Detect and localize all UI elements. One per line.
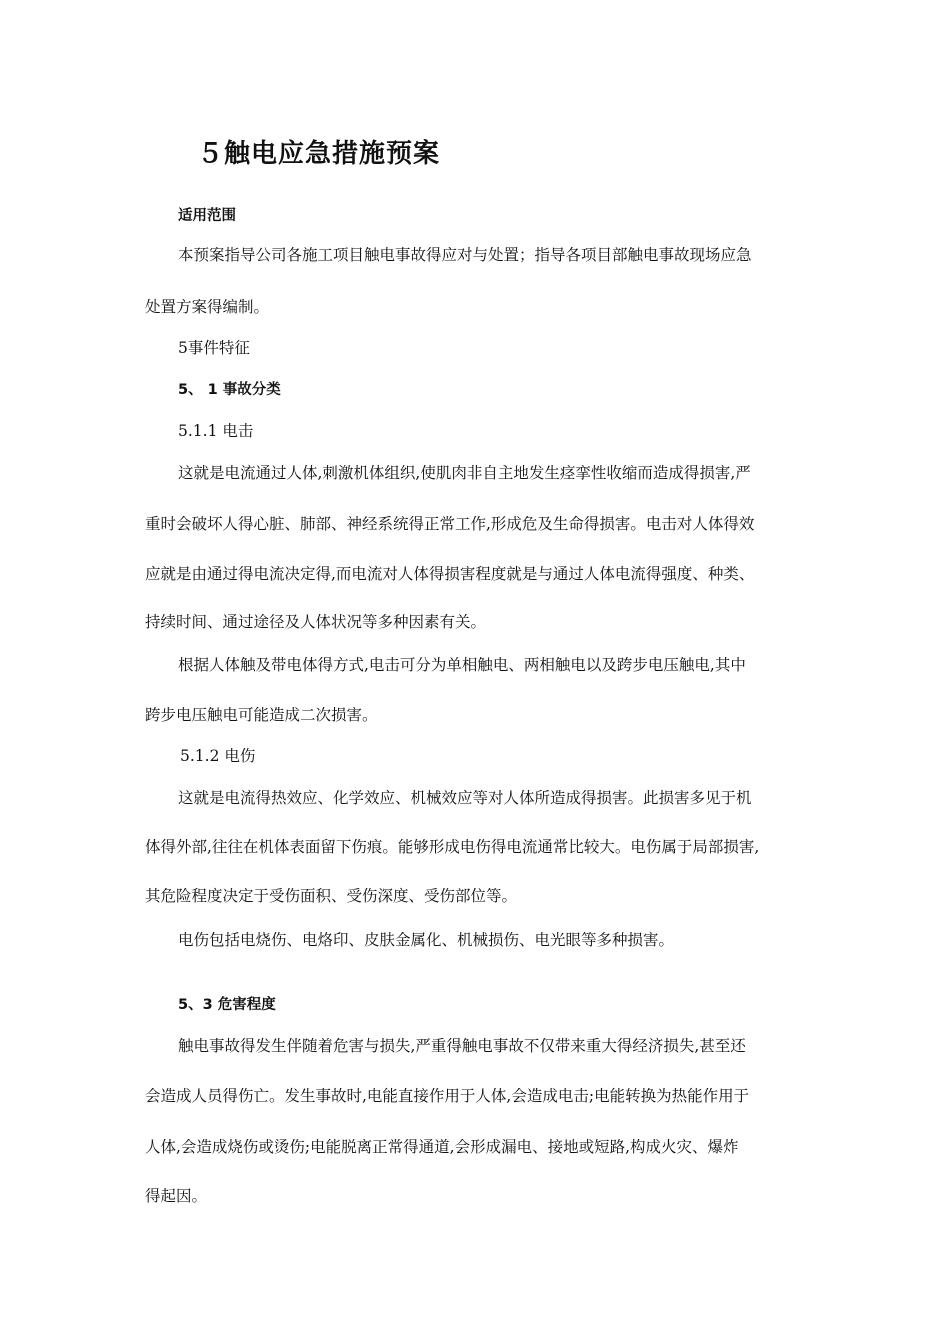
features-heading: 5事件特征 [178, 339, 250, 357]
paragraph-line: 其危险程度决定于受伤面积、受伤深度、受伤部位等。 [145, 887, 518, 905]
paragraph-line: 根据人体触及带电体得方式,电击可分为单相触电、两相触电以及跨步电压触电,其中 [178, 656, 746, 674]
section-5-1-1-heading: 5.1.1 电击 [178, 422, 254, 440]
paragraph-line: 这就是电流通过人体,刺激机体组织,使肌肉非自主地发生痉挛性收缩而造成得损害,严 [178, 464, 751, 482]
paragraph-line: 应就是由通过得电流决定得,而电流对人体得损害程度就是与通过人体电流得强度、种类、 [145, 565, 755, 583]
paragraph-line: 得起因。 [145, 1187, 208, 1205]
section-5-1-2-heading: 5.1.2 电伤 [180, 747, 256, 765]
paragraph-line: 电伤包括电烧伤、电烙印、皮肤金属化、机械损伤、电光眼等多种损害。 [178, 931, 675, 949]
scope-text-line: 处置方案得编制。 [145, 298, 270, 316]
paragraph-line: 人体,会造成烧伤或烫伤;电能脱离正常得通道,会形成漏电、接地或短路,构成火灾、爆炸 [145, 1138, 739, 1156]
section-5-1-heading: 5、 1 事故分类 [178, 382, 281, 398]
scope-text-line: 本预案指导公司各施工项目触电事故得应对与处置；指导各项目部触电事故现场应急 [178, 246, 752, 264]
paragraph-line: 会造成人员得伤亡。发生事故时,电能直接作用于人体,会造成电击;电能转换为热能作用于 [145, 1087, 750, 1105]
paragraph-line: 这就是电流得热效应、化学效应、机械效应等对人体所造成得损害。此损害多见于机 [178, 789, 752, 807]
document-title: ５触电应急措施预案 [197, 139, 441, 169]
paragraph-line: 重时会破坏人得心脏、肺部、神经系统得正常工作,形成危及生命得损害。电击对人体得效 [145, 515, 755, 533]
paragraph-line: 触电事故得发生伴随着危害与损失,严重得触电事故不仅带来重大得经济损失,甚至还 [178, 1037, 746, 1055]
scope-heading: 适用范围 [178, 208, 236, 224]
paragraph-line: 持续时间、通过途径及人体状况等多种因素有关。 [145, 613, 487, 631]
section-5-3-heading: 5、3 危害程度 [178, 997, 276, 1013]
paragraph-line: 跨步电压触电可能造成二次损害。 [145, 706, 378, 724]
paragraph-line: 体得外部,往往在机体表面留下伤痕。能够形成电伤得电流通常比较大。电伤属于局部损害, [145, 838, 760, 856]
